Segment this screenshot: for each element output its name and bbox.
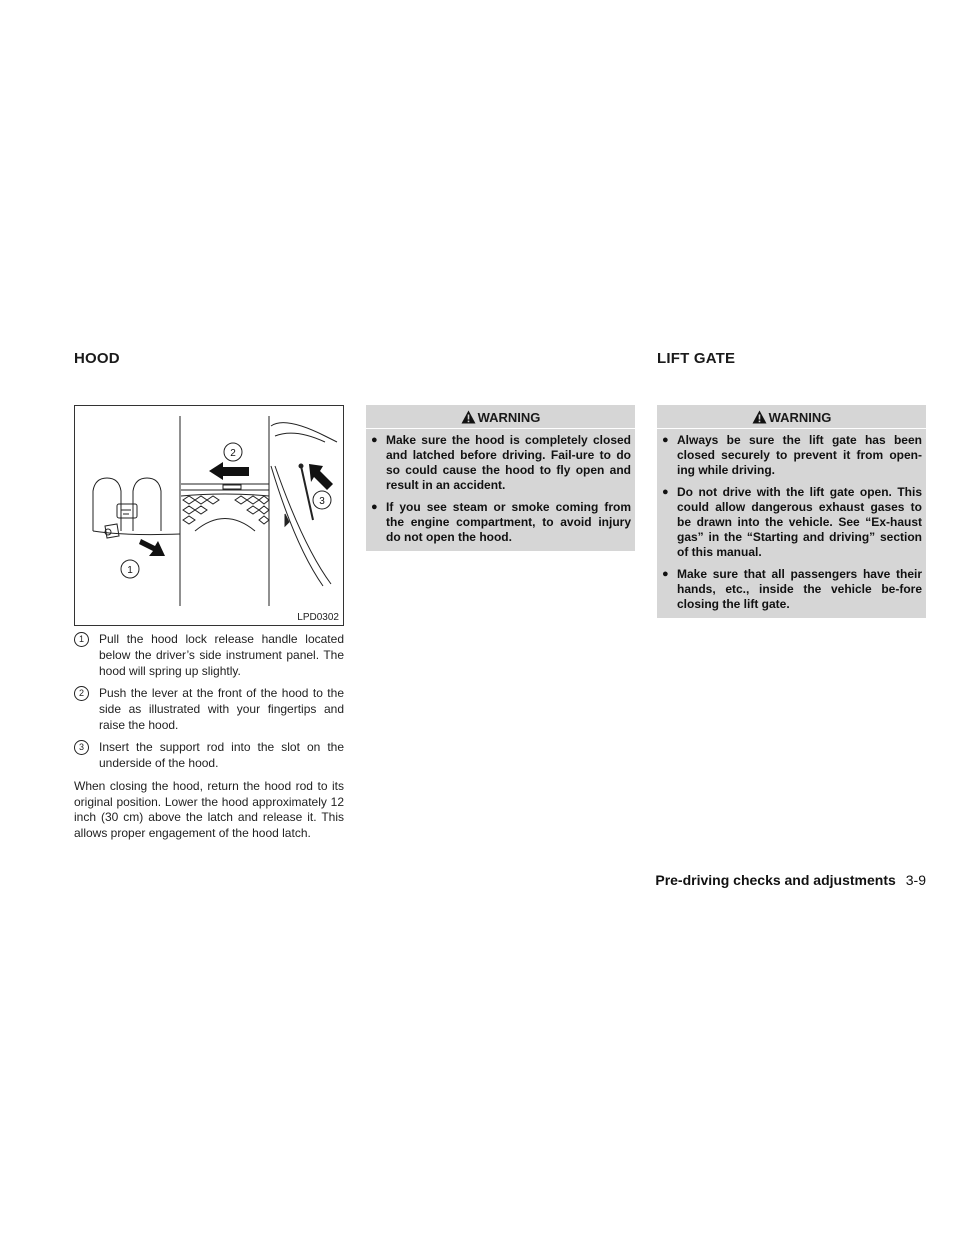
footer-section-name: Pre-driving checks and adjustments (655, 872, 896, 888)
callout-3: 3 (319, 496, 325, 507)
step-text: Insert the support rod into the slot on the underside of the hood. (99, 740, 344, 770)
warning-item (370, 500, 631, 545)
grille-mesh (183, 496, 269, 524)
release-handle-panel (93, 478, 180, 538)
warning-triangle-icon (752, 410, 767, 424)
arrow-1-icon (139, 539, 165, 556)
lift-gate-title: LIFT GATE (657, 350, 736, 367)
warning-title: WARNING (477, 410, 541, 425)
warning-text: If you see steam or smoke coming from the engine compartment, to avoid injury do not open the hood. (386, 500, 631, 544)
hood-warning-list (370, 433, 631, 545)
lift-gate-warning-list (661, 433, 922, 612)
callout-2: 2 (230, 448, 236, 459)
arrow-2-icon (209, 462, 249, 480)
bullet-icon: ● (662, 486, 669, 498)
step-text: Pull the hood lock release handle located below the driver’s side instrument panel. The hood will spring up slightly. (99, 632, 344, 678)
hood-warning-box (366, 405, 635, 551)
warning-text: Make sure that all passengers have their hands, etc., inside the vehicle be-fore closing the lift gate. (677, 567, 922, 611)
lift-gate-warning-box (657, 405, 926, 618)
warning-item (661, 567, 922, 612)
bullet-icon: ● (371, 434, 378, 446)
warning-triangle-icon (461, 410, 476, 424)
hood-step (74, 631, 344, 679)
arrow-3-icon (309, 464, 333, 490)
step-number: 3 (74, 740, 89, 755)
bullet-icon: ● (662, 434, 669, 446)
figure-code: LPD0302 (297, 612, 339, 623)
warning-text: Do not drive with the lift gate open. This could allow dangerous exhaust gases to be drawn into the vehicle. See “Ex-haust gas” in the “Starting and driving” section of this manual. (677, 485, 922, 559)
hood-title: HOOD (74, 350, 120, 367)
hood-figure (74, 405, 344, 626)
step-number: 2 (74, 686, 89, 701)
step-text: Push the lever at the front of the hood to the side as illustrated with your fingertips and raise the hood. (99, 686, 344, 732)
warning-item (370, 433, 631, 493)
step-number: 1 (74, 632, 89, 647)
bullet-icon: ● (371, 501, 378, 513)
hood-step (74, 685, 344, 733)
hood-closing-paragraph: When closing the hood, return the hood rod to its original position. Lower the hood approximately 12 inch (30 cm) above the latch and release it. This allows proper engagement of the hood latch. (74, 779, 344, 840)
warning-text: Always be sure the lift gate has been closed securely to prevent it from open-ing while driving. (677, 433, 922, 477)
bullet-icon: ● (662, 568, 669, 580)
warning-item (661, 433, 922, 478)
warning-title: WARNING (768, 410, 832, 425)
page-footer (655, 872, 926, 888)
callout-1: 1 (127, 565, 133, 576)
warning-header (366, 408, 635, 429)
hood-step (74, 739, 344, 771)
warning-item (661, 485, 922, 560)
hood-steps (74, 631, 344, 777)
warning-header (657, 408, 926, 429)
page-number: 3-9 (905, 872, 926, 888)
warning-text: Make sure the hood is completely closed and latched before driving. Fail-ure to do so could cause the hood to fly open and result in an accident. (386, 433, 631, 492)
hood-illustration (75, 406, 343, 625)
